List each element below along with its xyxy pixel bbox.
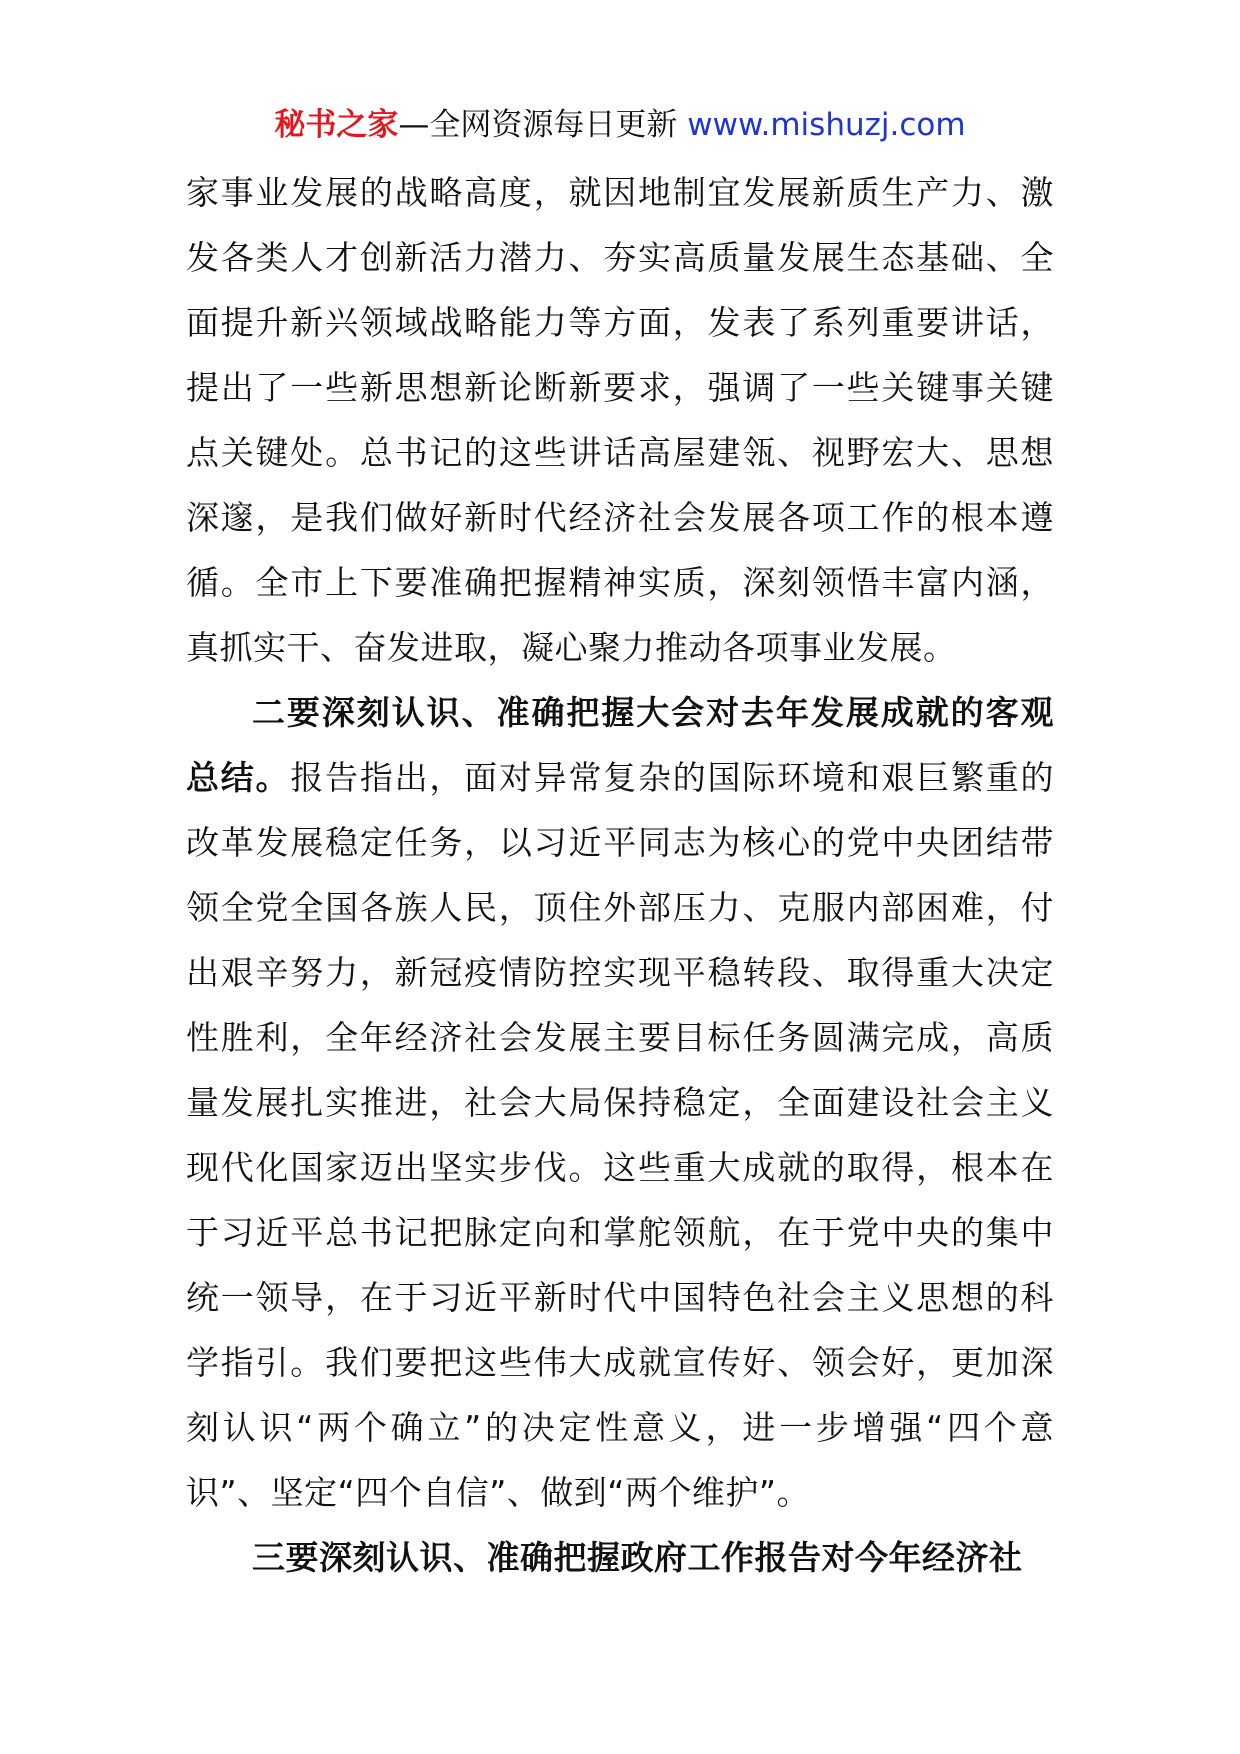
paragraph-3-heading: 三要深刻认识、准确把握政府工作报告对今年经济社 xyxy=(252,1538,1023,1577)
paragraph-3 xyxy=(186,1525,1054,1590)
paragraph-2-heading: 二要深刻认识、准确把握大会对去年发展成就的客观总结。 xyxy=(186,693,1054,797)
paragraph-2-text: 报告指出，面对异常复杂的国际环境和艰巨繁重的改革发展稳定任务，以习近平同志为核心的党中央团结带领全党全国各族人民，顶住外部压力、克服内部困难，付出艰辛努力，新冠疫情防控实现平稳转段、取得重大决定性胜利，全年经济社会发展主要目标任务圆满完成，高质量发展扎实推进，社会大局保持稳定，全面建设社会主义现代化国家迈出坚实步伐。这些重大成就的取得，根本在于习近平总书记把脉定向和掌舵领航，在于党中央的集中统一领导，在于习近平新时代中国特色社会主义思想的科学指引。我们要把这些伟大成就宣传好、领会好，更加深刻认识“两个确立”的决定性意义，进一步增强“四个意识”、坚定“四个自信”、做到“两个维护”。 xyxy=(186,758,1054,1512)
website-link[interactable]: www.mishuzj.com xyxy=(687,107,966,143)
paragraph-2 xyxy=(186,680,1054,1525)
page-header xyxy=(0,100,1240,150)
paragraph-1: 家事业发展的战略高度，就因地制宜发展新质生产力、激发各类人才创新活力潜力、夯实高质量发展生态基础、全面提升新兴领域战略能力等方面，发表了系列重要讲话，提出了一些新思想新论断新要求，强调了一些关键事关键点关键处。总书记的这些讲话高屋建瓴、视野宏大、思想深邃，是我们做好新时代经济社会发展各项工作的根本遵循。全市上下要准确把握精神实质，深刻领悟丰富内涵，真抓实干、奋发进取，凝心聚力推动各项事业发展。 xyxy=(186,173,1054,667)
brand-name: 秘书之家 xyxy=(274,107,399,143)
header-tagline: —全网资源每日更新 xyxy=(398,107,688,143)
document-body xyxy=(186,160,1054,1590)
